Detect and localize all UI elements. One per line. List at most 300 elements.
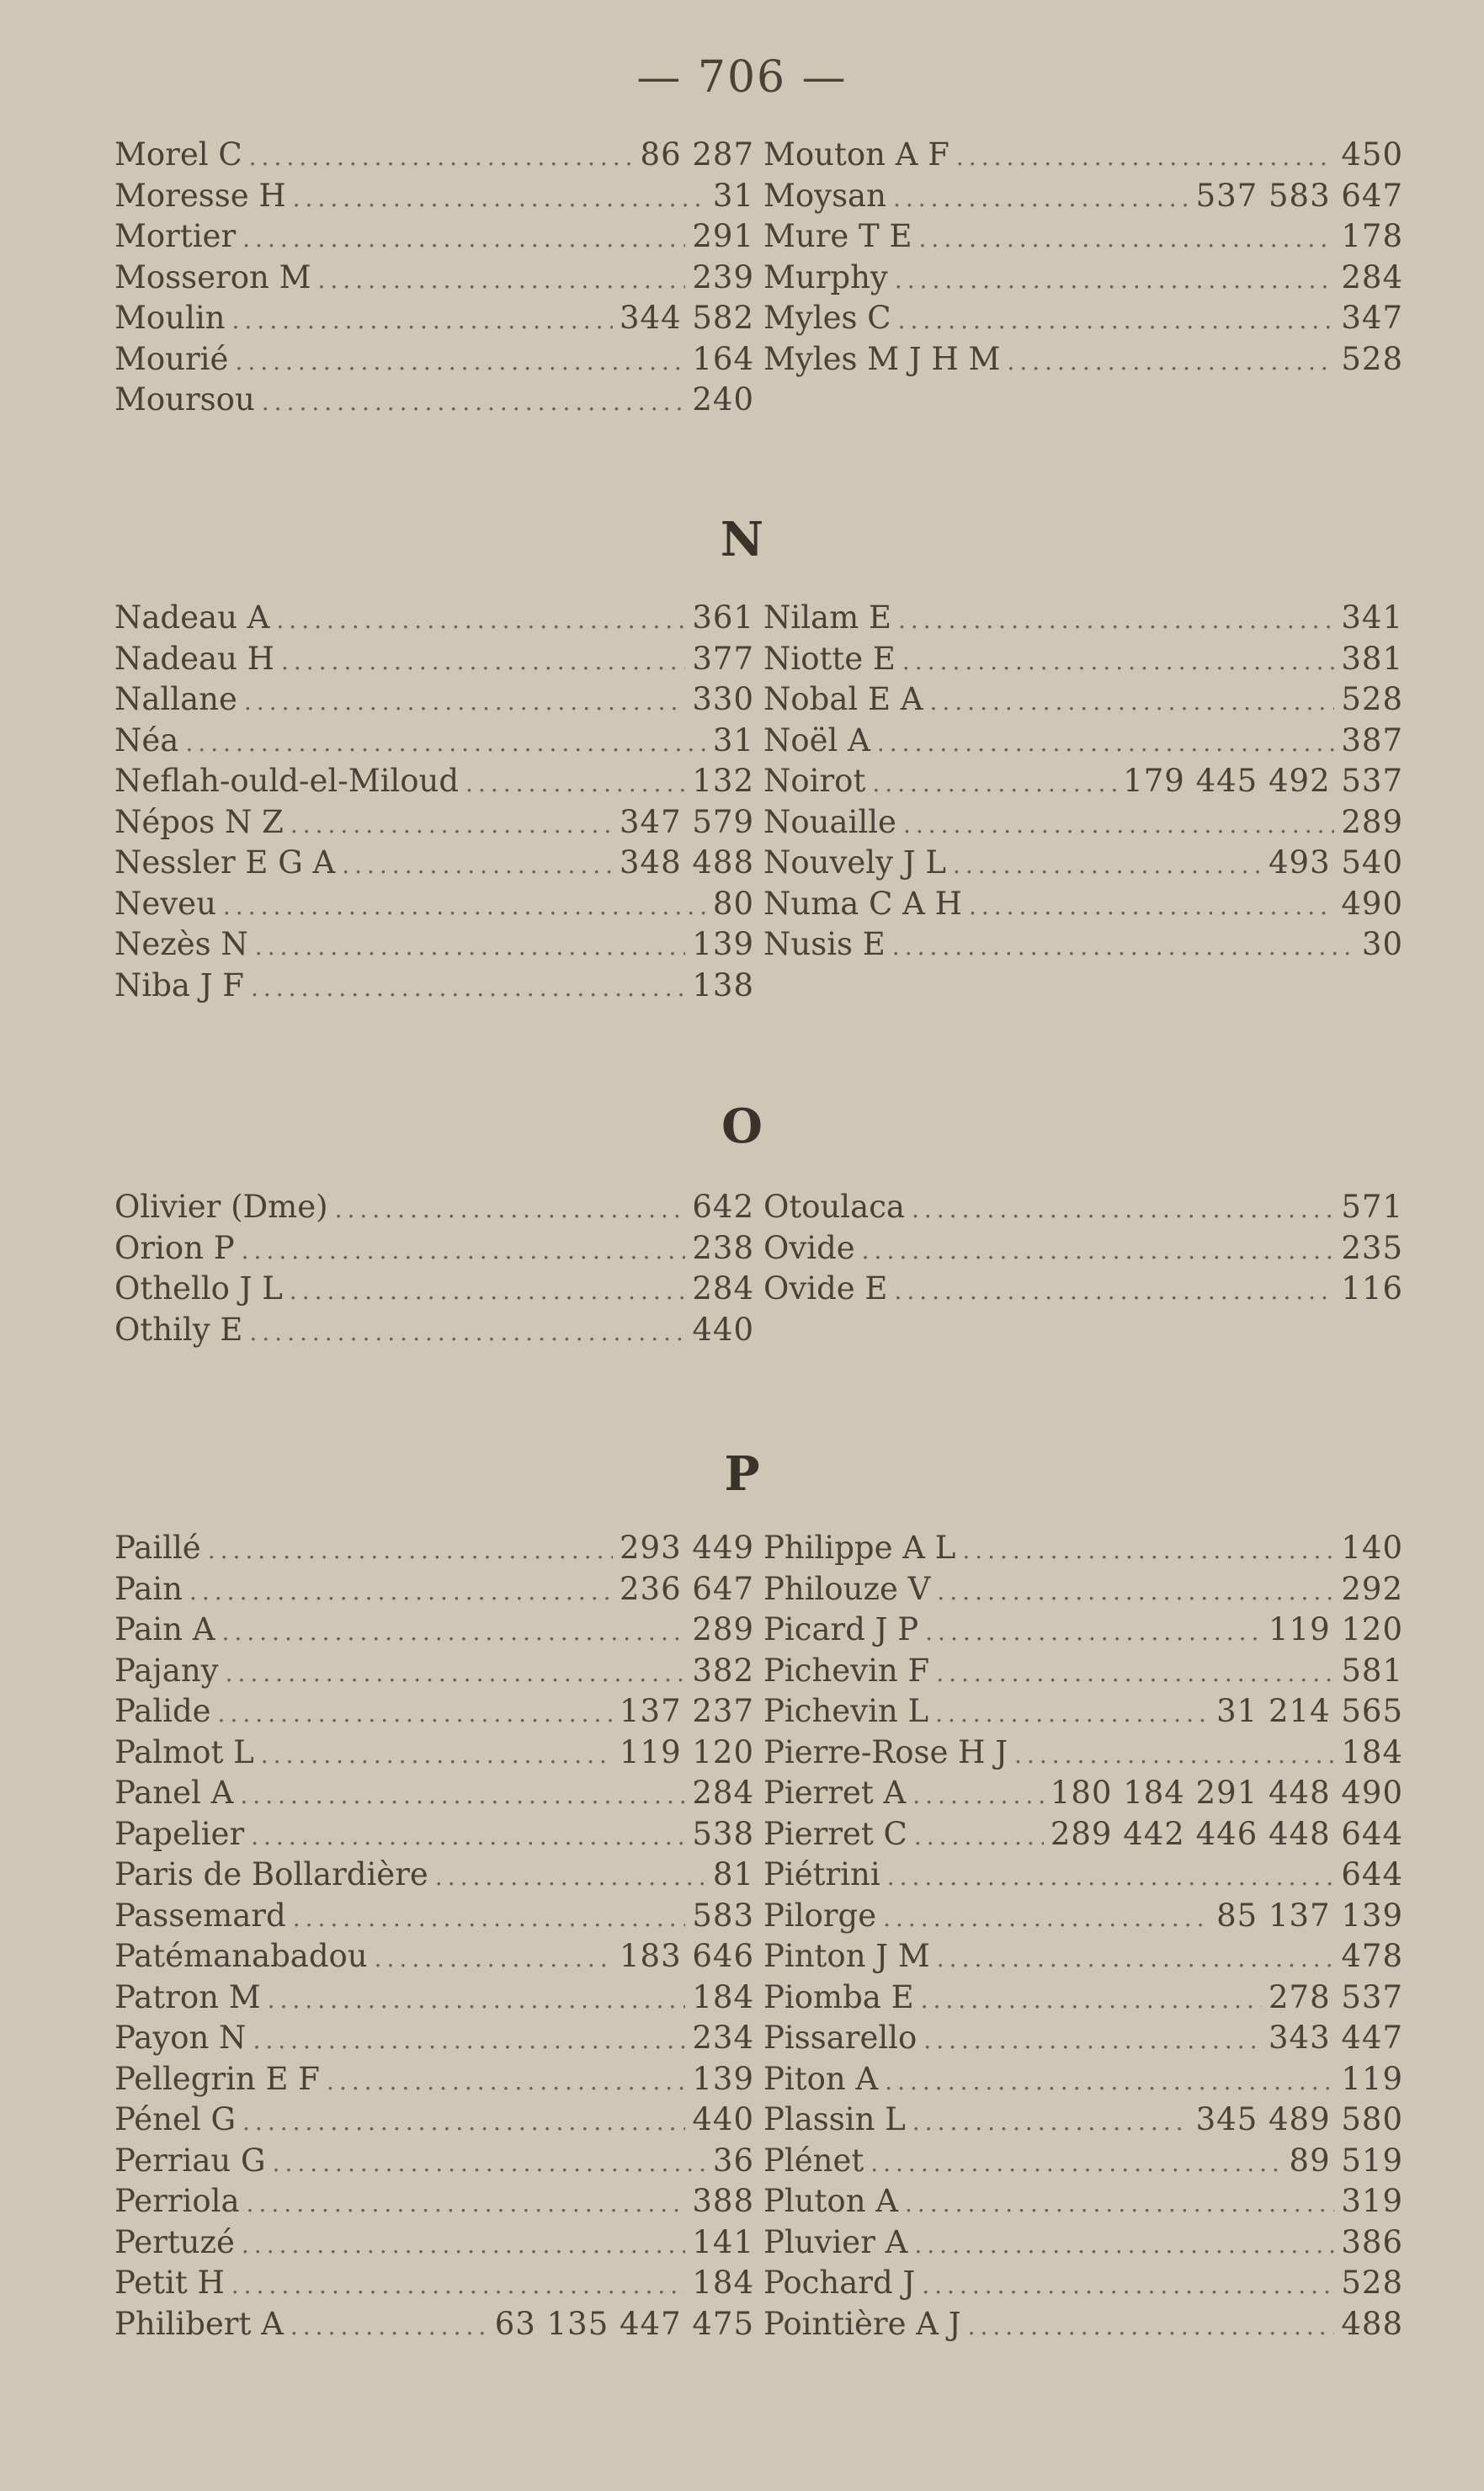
entry-name: Néa	[114, 721, 179, 758]
entry-pages: 36	[712, 2142, 754, 2179]
entry-name: Passemard	[114, 1897, 286, 1934]
entry-name: Pertuzé	[114, 2223, 235, 2260]
entry-name: Otoulaca	[763, 1189, 905, 1225]
index-entry	[114, 1228, 754, 1269]
index-entry	[114, 639, 754, 680]
entry-pages: 119	[1341, 2060, 1403, 2097]
entry-name: Moresse H	[114, 177, 286, 214]
index-entry	[114, 2018, 754, 2059]
index-entry	[763, 924, 1403, 966]
entry-pages: 140	[1341, 1530, 1403, 1566]
entry-name: Papelier	[114, 1815, 245, 1852]
index-column-left	[114, 1528, 754, 2345]
entry-pages: 164	[692, 340, 754, 377]
entry-name: Nezès N	[114, 926, 248, 962]
index-entry	[763, 298, 1403, 339]
entry-name: Nallane	[114, 681, 237, 717]
entry-name: Numa C A H	[763, 885, 962, 922]
index-entry	[114, 216, 754, 258]
entry-name: Moysan	[763, 177, 886, 214]
entry-name: Philouze V	[763, 1570, 931, 1607]
dot-leader	[877, 723, 1335, 764]
entry-name: Perriola	[114, 2183, 240, 2219]
entry-pages: 381	[1341, 640, 1403, 677]
entry-name: Pénel G	[114, 2101, 237, 2137]
dot-leader	[290, 1271, 686, 1312]
entry-pages: 581	[1341, 1652, 1403, 1689]
dot-leader	[883, 1898, 1210, 1939]
dot-leader	[251, 968, 685, 1009]
entry-pages: 343 447	[1268, 2020, 1403, 2056]
entry-pages: 330	[692, 681, 754, 717]
dot-leader	[242, 2102, 685, 2142]
index-entry	[114, 1733, 754, 1774]
entry-name: Palmot L	[114, 1733, 254, 1770]
index-column-left	[114, 135, 754, 421]
entry-pages: 239	[692, 258, 754, 295]
entry-name: Pluton A	[763, 2183, 899, 2219]
index-entry	[763, 761, 1403, 802]
index-entry	[763, 339, 1403, 381]
entry-name: Pierret C	[763, 1815, 907, 1852]
entry-pages: 348 488	[619, 844, 754, 881]
entry-pages: 184	[692, 1978, 754, 2015]
entry-name: Pain	[114, 1570, 183, 1607]
dot-leader	[898, 301, 1335, 341]
entry-name: Mouton A F	[763, 136, 949, 173]
entry-pages: 63 135 447 475	[494, 2305, 754, 2342]
dot-leader	[232, 301, 613, 341]
dot-leader	[293, 1898, 686, 1939]
index-entry	[763, 1814, 1403, 1855]
entry-pages: 178	[1341, 218, 1403, 254]
entry-name: Payon N	[114, 2020, 247, 2056]
entry-name: Niba J F	[114, 966, 244, 1003]
dot-leader	[255, 927, 686, 967]
entry-name: Nadeau H	[114, 640, 274, 677]
index-entry	[763, 1569, 1403, 1610]
index-entry	[114, 884, 754, 925]
entry-pages: 344 582	[619, 300, 754, 336]
index-entry	[114, 1651, 754, 1692]
dot-leader	[912, 1190, 1334, 1230]
page-number: — 706 —	[636, 52, 848, 103]
index-entry	[763, 598, 1403, 639]
dot-leader	[953, 845, 1262, 886]
index-entry	[114, 2100, 754, 2141]
index-entry	[114, 1936, 754, 1977]
entry-name: Myles M J H M	[763, 340, 1001, 377]
entry-pages: 319	[1341, 2183, 1403, 2219]
dot-leader	[290, 805, 613, 845]
entry-pages: 388	[692, 2183, 754, 2219]
dot-leader	[240, 1775, 685, 1816]
dot-leader	[872, 764, 1116, 804]
index-entry	[763, 2304, 1403, 2345]
entry-pages: 347	[1341, 300, 1403, 336]
index-entry	[763, 2100, 1403, 2141]
entry-name: Niotte E	[763, 640, 896, 677]
dot-leader	[862, 1231, 1335, 1271]
entry-pages: 440	[692, 2101, 754, 2137]
dot-leader	[244, 682, 685, 722]
index-entry	[763, 639, 1403, 680]
entry-pages: 644	[1341, 1856, 1403, 1892]
entry-name: Myles C	[763, 300, 891, 336]
entry-name: Ovide E	[763, 1270, 888, 1307]
entry-name: Moulin	[114, 300, 226, 336]
dot-leader	[242, 2225, 685, 2265]
entry-name: Pellegrin E F	[114, 2060, 320, 2097]
entry-name: Nessler E G A	[114, 844, 336, 881]
entry-pages: 141	[692, 2223, 754, 2260]
dot-leader	[923, 2020, 1262, 2061]
entry-name: Morel C	[114, 136, 242, 173]
index-entry	[114, 2181, 754, 2222]
dot-leader	[914, 2225, 1334, 2265]
index-entry	[763, 1855, 1403, 1896]
index-entry	[763, 1651, 1403, 1692]
dot-leader	[887, 1857, 1335, 1898]
index-entry	[114, 802, 754, 844]
dot-leader	[249, 137, 634, 178]
entry-name: Mosseron M	[114, 258, 311, 295]
entry-pages: 289	[692, 1611, 754, 1647]
entry-pages: 341	[1341, 599, 1403, 636]
dot-leader	[893, 178, 1189, 219]
dot-leader	[922, 2265, 1334, 2306]
dot-leader	[253, 2020, 685, 2061]
entry-pages: 493 540	[1268, 844, 1403, 881]
entry-name: Olivier (Dme)	[114, 1189, 328, 1225]
index-entry	[114, 1610, 754, 1651]
index-entry	[114, 843, 754, 884]
dot-leader	[912, 2102, 1189, 2142]
dot-leader	[903, 805, 1334, 845]
dot-leader	[235, 342, 685, 382]
entry-name: Philippe A L	[763, 1530, 956, 1566]
index-entry	[763, 1610, 1403, 1651]
index-entry	[763, 679, 1403, 721]
entry-name: Pissarello	[763, 2020, 918, 2056]
entry-pages: 377	[692, 640, 754, 677]
index-entry	[763, 1187, 1403, 1228]
entry-pages: 235	[1341, 1229, 1403, 1266]
dot-leader	[465, 764, 685, 804]
dot-leader	[251, 1817, 685, 1857]
index-entry	[763, 843, 1403, 884]
entry-name: Orion P	[114, 1229, 235, 1266]
entry-pages: 478	[1341, 1938, 1403, 1974]
dot-leader	[885, 2062, 1334, 2102]
index-entry	[763, 802, 1403, 844]
entry-name: Othily E	[114, 1311, 243, 1348]
index-entry	[763, 2222, 1403, 2264]
entry-name: Piomba E	[763, 1978, 914, 2015]
dot-leader	[905, 2184, 1334, 2224]
entry-pages: 450	[1341, 136, 1403, 173]
dot-leader	[273, 2143, 706, 2184]
dot-leader	[247, 2184, 686, 2224]
dot-leader	[261, 1735, 613, 1775]
index-entry	[114, 966, 754, 1007]
index-column-right	[763, 1528, 1403, 2345]
entry-pages: 86 287	[640, 136, 754, 173]
entry-name: Neveu	[114, 885, 216, 922]
entry-name: Pichevin L	[763, 1693, 929, 1729]
index-entry	[763, 2141, 1403, 2182]
entry-pages: 85 137 139	[1216, 1897, 1403, 1934]
entry-name: Pichevin F	[763, 1652, 930, 1689]
dot-leader	[262, 382, 686, 423]
entry-name: Pinton J M	[763, 1938, 930, 1974]
index-entry	[763, 1228, 1403, 1269]
entry-pages: 284	[692, 1270, 754, 1307]
dot-leader	[268, 1980, 686, 2020]
index-entry	[114, 2263, 754, 2304]
index-entry	[114, 679, 754, 721]
index-entry	[114, 1310, 754, 1351]
dot-leader	[189, 1572, 613, 1612]
index-entry	[763, 2181, 1403, 2222]
entry-pages: 31 214 565	[1216, 1693, 1403, 1729]
entry-pages: 132	[692, 763, 754, 799]
dot-leader	[925, 1612, 1262, 1653]
entry-name: Pochard J	[763, 2265, 916, 2301]
index-entry	[114, 1691, 754, 1733]
entry-name: Philibert A	[114, 2305, 284, 2342]
dot-leader	[936, 1653, 1334, 1694]
dot-leader	[290, 2307, 488, 2347]
dot-leader	[242, 1231, 686, 1271]
index-entry	[763, 1936, 1403, 1977]
entry-name: Pain A	[114, 1611, 215, 1647]
entry-pages: 571	[1341, 1189, 1403, 1225]
entry-pages: 386	[1341, 2223, 1403, 2260]
entry-pages: 528	[1341, 2265, 1403, 2301]
entry-pages: 440	[692, 1311, 754, 1348]
entry-name: Pajany	[114, 1652, 219, 1689]
dot-leader	[921, 1980, 1262, 2020]
section-letter-heading: O	[721, 1099, 763, 1154]
dot-leader	[937, 1572, 1334, 1612]
entry-pages: 537 583 647	[1195, 177, 1403, 214]
dot-leader	[912, 1775, 1044, 1816]
index-entry	[114, 2222, 754, 2264]
dot-leader	[226, 1653, 686, 1694]
index-entry	[763, 1528, 1403, 1569]
index-entry	[763, 1773, 1403, 1814]
entry-pages: 528	[1341, 340, 1403, 377]
entry-name: Nusis E	[763, 926, 886, 962]
index-entry	[763, 1896, 1403, 1937]
entry-pages: 183 646	[619, 1938, 754, 1974]
index-column-right	[763, 1187, 1403, 1310]
entry-pages: 361	[692, 599, 754, 636]
entry-pages: 292	[1341, 1570, 1403, 1607]
entry-name: Plassin L	[763, 2101, 906, 2137]
index-entry	[763, 216, 1403, 258]
index-entry	[763, 2263, 1403, 2304]
entry-name: Nouvely J L	[763, 844, 946, 881]
dot-leader	[221, 1612, 685, 1653]
entry-pages: 31	[712, 721, 754, 758]
entry-name: Paillé	[114, 1530, 201, 1566]
dot-leader	[342, 845, 613, 886]
index-entry	[114, 924, 754, 966]
index-entry	[114, 2304, 754, 2345]
dot-leader	[249, 1312, 685, 1353]
dot-leader	[335, 1190, 686, 1230]
entry-pages: 234	[692, 2020, 754, 2056]
dot-leader	[935, 1694, 1210, 1734]
entry-pages: 289 442 446 448 644	[1050, 1815, 1403, 1852]
entry-pages: 139	[692, 926, 754, 962]
entry-name: Mortier	[114, 218, 237, 254]
index-entry	[114, 1269, 754, 1310]
index-entry	[763, 1733, 1403, 1774]
index-entry	[114, 339, 754, 381]
dot-leader	[242, 219, 685, 259]
entry-name: Perriau G	[114, 2142, 266, 2179]
dot-leader	[962, 1530, 1334, 1571]
dot-leader	[929, 682, 1334, 722]
entry-pages: 180 184 291 448 490	[1050, 1775, 1403, 1811]
dot-leader	[375, 1939, 613, 1979]
section-letter-heading: P	[724, 1446, 760, 1502]
index-entry	[114, 1814, 754, 1855]
entry-name: Patémanabadou	[114, 1938, 368, 1974]
entry-pages: 284	[1341, 258, 1403, 295]
dot-leader	[435, 1857, 706, 1898]
entry-name: Petit H	[114, 2265, 225, 2301]
entry-name: Moursou	[114, 381, 255, 418]
entry-name: Nobal E A	[763, 681, 923, 717]
index-entry	[114, 2141, 754, 2182]
entry-pages: 284	[692, 1775, 754, 1811]
dot-leader	[1014, 1735, 1334, 1775]
entry-name: Pierre-Rose H J	[763, 1733, 1008, 1770]
index-entry	[763, 1269, 1403, 1310]
dot-leader	[895, 260, 1335, 301]
entry-pages: 81	[712, 1856, 754, 1892]
index-entry	[763, 884, 1403, 925]
index-entry	[114, 1977, 754, 2019]
index-entry	[114, 598, 754, 639]
index-entry	[114, 1896, 754, 1937]
entry-pages: 137 237	[619, 1693, 754, 1729]
index-entry	[763, 721, 1403, 762]
entry-name: Népos N Z	[114, 803, 284, 840]
index-column-right	[763, 598, 1403, 966]
index-entry	[114, 1569, 754, 1610]
entry-pages: 278 537	[1268, 1978, 1403, 2015]
entry-pages: 642	[692, 1189, 754, 1225]
entry-name: Noirot	[763, 763, 866, 799]
index-entry	[114, 258, 754, 299]
entry-pages: 119 120	[1268, 1611, 1403, 1647]
entry-name: Nilam E	[763, 599, 891, 636]
dot-leader	[1007, 342, 1334, 382]
dot-leader	[968, 2307, 1335, 2347]
entry-pages: 138	[692, 966, 754, 1003]
entry-pages: 236 647	[619, 1570, 754, 1607]
index-entry	[763, 2018, 1403, 2059]
index-column-left	[114, 598, 754, 1006]
index-entry	[114, 380, 754, 421]
entry-pages: 89 519	[1289, 2142, 1403, 2179]
index-entry	[114, 761, 754, 802]
index-entry	[763, 2059, 1403, 2100]
entry-pages: 382	[692, 1652, 754, 1689]
entry-name: Pointière A J	[763, 2305, 961, 2342]
dot-leader	[914, 1817, 1044, 1857]
entry-pages: 31	[712, 177, 754, 214]
index-entry	[114, 1773, 754, 1814]
entry-name: Patron M	[114, 1978, 261, 2015]
dot-leader	[185, 723, 706, 764]
entry-pages: 528	[1341, 681, 1403, 717]
entry-name: Picard J P	[763, 1611, 919, 1647]
index-entry	[114, 135, 754, 176]
entry-pages: 293 449	[619, 1530, 754, 1566]
entry-pages: 583	[692, 1897, 754, 1934]
index-entry	[114, 176, 754, 217]
dot-leader	[223, 886, 706, 927]
dot-leader	[902, 641, 1334, 682]
dot-leader	[898, 600, 1334, 641]
entry-name: Ovide	[763, 1229, 855, 1266]
index-entry	[114, 1855, 754, 1896]
index-column-left	[114, 1187, 754, 1350]
dot-leader	[894, 1271, 1334, 1312]
entry-name: Murphy	[763, 258, 888, 295]
dot-leader	[919, 219, 1335, 259]
entry-name: Mourié	[114, 340, 229, 377]
entry-pages: 345 489 580	[1195, 2101, 1403, 2137]
dot-leader	[956, 137, 1334, 178]
index-entry	[114, 721, 754, 762]
section-letter-heading: N	[720, 512, 764, 567]
dot-leader	[870, 2143, 1282, 2184]
index-entry	[763, 258, 1403, 299]
index-entry	[763, 1977, 1403, 2019]
dot-leader	[327, 2062, 685, 2102]
entry-pages: 488	[1341, 2305, 1403, 2342]
entry-pages: 139	[692, 2060, 754, 2097]
index-column-right	[763, 135, 1403, 380]
entry-name: Noël A	[763, 721, 870, 758]
dot-leader	[892, 927, 1355, 967]
entry-pages: 289	[1341, 803, 1403, 840]
entry-name: Pluvier A	[763, 2223, 908, 2260]
entry-pages: 119 120	[619, 1733, 754, 1770]
entry-pages: 179 445 492 537	[1123, 763, 1403, 799]
entry-pages: 538	[692, 1815, 754, 1852]
index-entry	[114, 2059, 754, 2100]
dot-leader	[218, 1694, 613, 1734]
entry-pages: 80	[712, 885, 754, 922]
entry-name: Neflah-ould-el-Miloud	[114, 763, 460, 799]
entry-name: Plénet	[763, 2142, 864, 2179]
dot-leader	[281, 641, 685, 682]
entry-pages: 347 579	[619, 803, 754, 840]
entry-pages: 387	[1341, 721, 1403, 758]
dot-leader	[937, 1939, 1335, 1979]
entry-name: Panel A	[114, 1775, 234, 1811]
entry-pages: 184	[692, 2265, 754, 2301]
entry-pages: 291	[692, 218, 754, 254]
